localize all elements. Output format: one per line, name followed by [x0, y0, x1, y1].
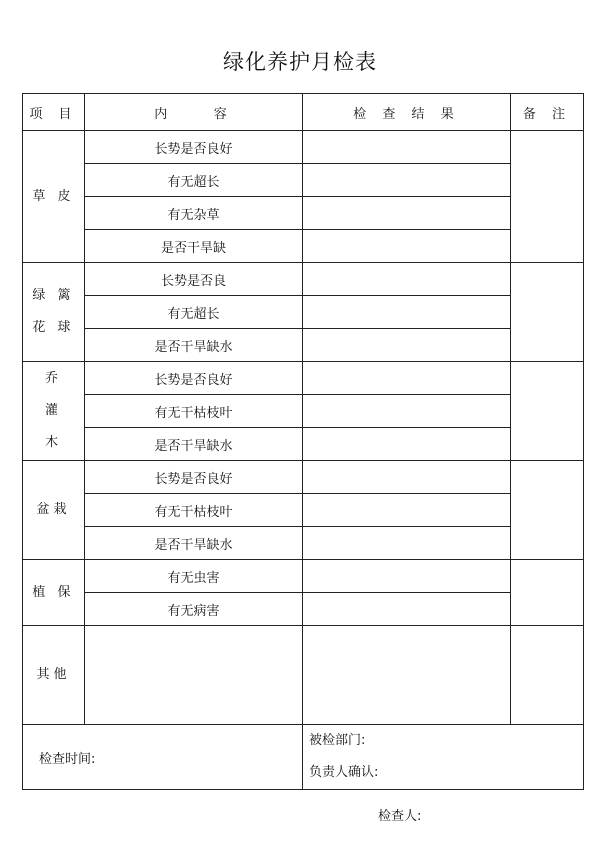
table-row: [23, 230, 584, 263]
table-row: [23, 428, 584, 461]
result-cell[interactable]: [303, 560, 511, 593]
table-row: [23, 395, 584, 428]
result-cell[interactable]: [303, 329, 511, 362]
table-row: [23, 527, 584, 560]
header-result: 检 查 结 果: [303, 94, 511, 131]
check-time-label: 检查时间:: [39, 751, 96, 767]
remark-cell[interactable]: [511, 131, 584, 263]
table-row: [23, 131, 584, 164]
result-cell[interactable]: [303, 461, 511, 494]
table-row: [23, 329, 584, 362]
result-cell[interactable]: [303, 395, 511, 428]
table-row: [23, 197, 584, 230]
item-cell: 长势是否良: [85, 263, 303, 296]
result-cell[interactable]: [303, 296, 511, 329]
item-cell: 长势是否良好: [85, 362, 303, 395]
result-cell[interactable]: [303, 197, 511, 230]
remark-cell[interactable]: [511, 461, 584, 560]
category-label: 草 皮: [32, 188, 75, 204]
item-cell: 有无超长: [85, 296, 303, 329]
item-cell: 是否干旱缺水: [85, 527, 303, 560]
category-label: 植 保: [32, 584, 75, 600]
table-row: [23, 560, 584, 593]
category-label: 乔: [44, 371, 62, 386]
inspection-table: [22, 93, 584, 790]
item-cell: 有无干枯枝叶: [85, 395, 303, 428]
department-confirm-cell[interactable]: [303, 725, 584, 790]
result-cell[interactable]: [303, 527, 511, 560]
remark-cell[interactable]: [511, 362, 584, 461]
table-row: [23, 494, 584, 527]
category-label: 灌: [44, 403, 62, 418]
result-cell[interactable]: [303, 593, 511, 626]
table-row: [23, 164, 584, 197]
header-content: 内 容: [85, 94, 303, 131]
category-cell: [23, 131, 85, 263]
page-title: 绿化养护月检表: [223, 50, 377, 74]
result-cell[interactable]: [303, 362, 511, 395]
item-cell: 有无病害: [85, 593, 303, 626]
item-cell: 有无杂草: [85, 197, 303, 230]
item-cell: 是否干旱缺水: [85, 329, 303, 362]
remark-cell[interactable]: [511, 626, 584, 725]
item-cell: 是否干旱缺: [85, 230, 303, 263]
result-cell[interactable]: [303, 626, 511, 725]
remark-cell[interactable]: [511, 560, 584, 626]
remark-cell[interactable]: [511, 263, 584, 362]
table-row: [23, 461, 584, 494]
result-cell[interactable]: [303, 230, 511, 263]
table-header-row: [23, 94, 584, 131]
table-row: [23, 593, 584, 626]
item-cell[interactable]: [85, 626, 303, 725]
item-cell: 有无干枯枝叶: [85, 494, 303, 527]
table-row: [23, 263, 584, 296]
result-cell[interactable]: [303, 494, 511, 527]
table-row: [23, 626, 584, 725]
item-cell: 长势是否良好: [85, 131, 303, 164]
category-label: 其他: [36, 667, 71, 682]
inspected-dept-label: 被检部门:: [309, 733, 366, 748]
category-cell: [23, 626, 85, 725]
category-label: 花 球: [32, 320, 75, 335]
category-label: 盆栽: [36, 502, 71, 517]
category-cell: [23, 461, 85, 560]
result-cell[interactable]: [303, 428, 511, 461]
result-cell[interactable]: [303, 263, 511, 296]
item-cell: 有无虫害: [85, 560, 303, 593]
result-cell[interactable]: [303, 131, 511, 164]
item-cell: 长势是否良好: [85, 461, 303, 494]
table-row: [23, 362, 584, 395]
footer-row: [23, 725, 584, 790]
category-cell: [23, 362, 85, 461]
category-label: 木: [44, 435, 62, 450]
item-cell: 是否干旱缺水: [85, 428, 303, 461]
category-cell: [23, 560, 85, 626]
inspector-label: 检查人:: [378, 809, 422, 824]
category-label: 绿 篱: [32, 288, 75, 303]
item-cell: 有无超长: [85, 164, 303, 197]
header-item: 项 目: [23, 94, 85, 131]
check-time-cell[interactable]: [23, 725, 303, 790]
category-cell: [23, 263, 85, 362]
result-cell[interactable]: [303, 164, 511, 197]
header-remark: 备 注: [511, 94, 584, 131]
table-row: [23, 296, 584, 329]
responsible-confirm-label: 负责人确认:: [309, 765, 379, 780]
